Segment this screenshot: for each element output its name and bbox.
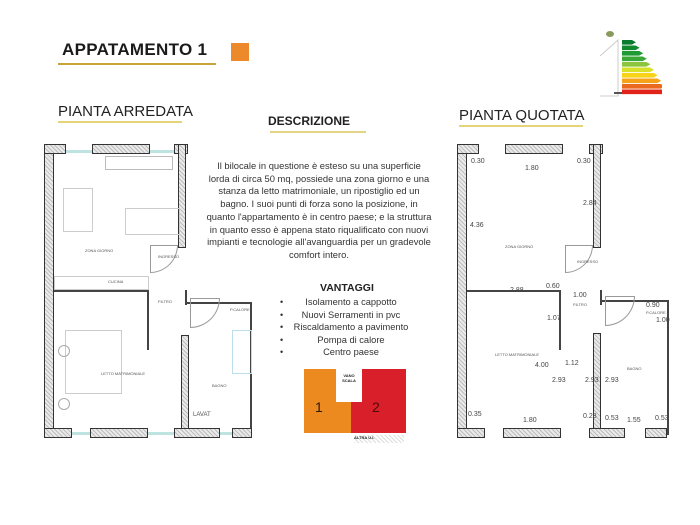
- advantages-list: [280, 296, 410, 359]
- dimension: 4.00: [535, 362, 549, 369]
- dimension: 4.36: [470, 222, 484, 229]
- energy-class-chart-icon: [596, 26, 662, 98]
- dimension: 0.35: [468, 411, 482, 418]
- advantage-item: • Centro paese: [280, 346, 410, 359]
- room-label-boiler: P.CALORE: [230, 307, 250, 312]
- room-label-kitchen: CUCINA: [108, 279, 124, 284]
- unit-2-label: 2: [372, 399, 380, 415]
- dimension: 1.00: [573, 292, 587, 299]
- dimension: 1.80: [523, 417, 537, 424]
- right-plan-underline: [459, 125, 583, 127]
- room-label-bedroom: LETTO MATRIMONIALE: [495, 352, 540, 357]
- building-location-map: [304, 369, 408, 445]
- room-label-washer: LAVAT: [193, 412, 211, 418]
- room-label-entrance: INGRESSO: [158, 254, 180, 259]
- dimension: 2.93: [585, 377, 599, 384]
- dimension: 2.93: [552, 377, 566, 384]
- stair-label: VANO SCALA: [342, 373, 356, 383]
- room-label-hallway: FILTRO: [573, 302, 587, 307]
- room-label-bathroom: BAGNO: [212, 383, 227, 388]
- description-underline: [270, 131, 366, 133]
- dimension: 0.53: [605, 415, 619, 422]
- dimension: 1.55: [627, 417, 641, 424]
- left-plan-underline: [58, 121, 182, 123]
- room-label-boiler: P.CALORE: [646, 310, 666, 315]
- description-heading: DESCRIZIONE: [268, 114, 351, 128]
- room-label-bedroom: LETTO MATRIMONIALE: [101, 371, 146, 376]
- room-label-living: ZONA GIORNO: [505, 244, 534, 249]
- dimension: 2.84: [583, 200, 597, 207]
- advantages-heading: VANTAGGI: [320, 282, 374, 294]
- dimension: 0.30: [471, 158, 485, 165]
- dimension: 1.80: [525, 165, 539, 172]
- description-text: Il bilocale in questione è esteso su una superficie lorda di circa 50 mq, possiede una zona giorno e una stanza da letto matrimoniale, un ripostiglio ed un bagno. I suoi punti di forza sono la posizione, in quanto l'appartamento è in centro paese; e la struttura in quanto esso è appena stato riqualificato con nuovi impianti e tecnologie all'avanguardia per un gradevole comfort intero.: [206, 160, 432, 260]
- page-title: APPATAMENTO 1: [62, 40, 208, 59]
- unit-1-label: 1: [315, 399, 323, 415]
- room-label-living: ZONA GIORNO: [85, 248, 114, 253]
- room-label-bathroom: BAGNO: [627, 366, 642, 371]
- advantage-item: • Pompa di calore: [280, 334, 410, 347]
- dimension: 0.53: [655, 415, 669, 422]
- advantage-item: • Nuovi Serramenti in pvc: [280, 309, 410, 322]
- advantage-item: • Isolamento a cappotto: [280, 296, 410, 309]
- room-label-entrance: INGRESSO: [577, 259, 599, 264]
- advantage-item: • Riscaldamento a pavimento: [280, 321, 410, 334]
- other-unit-label: ALTRA U.I.: [354, 435, 404, 443]
- dimension: 0.28: [583, 413, 597, 420]
- dimension: 0.30: [577, 158, 591, 165]
- room-label-hallway: FILTRO: [158, 299, 172, 304]
- title-underline: [58, 63, 216, 65]
- dimension: 2.93: [605, 377, 619, 384]
- left-plan-heading: PIANTA ARREDATA: [58, 103, 194, 120]
- dimension: 0.60: [546, 283, 560, 290]
- dimension: 1.00: [656, 317, 670, 324]
- right-plan-heading: PIANTA QUOTATA: [459, 107, 585, 124]
- dimension: 1.07: [547, 315, 561, 322]
- dimension: 0.90: [646, 302, 660, 309]
- dimension: 1.12: [565, 360, 579, 367]
- dimension: 2.88: [510, 287, 524, 294]
- apartment-color-marker: [231, 43, 249, 61]
- dimensioned-floor-plan: [455, 140, 675, 445]
